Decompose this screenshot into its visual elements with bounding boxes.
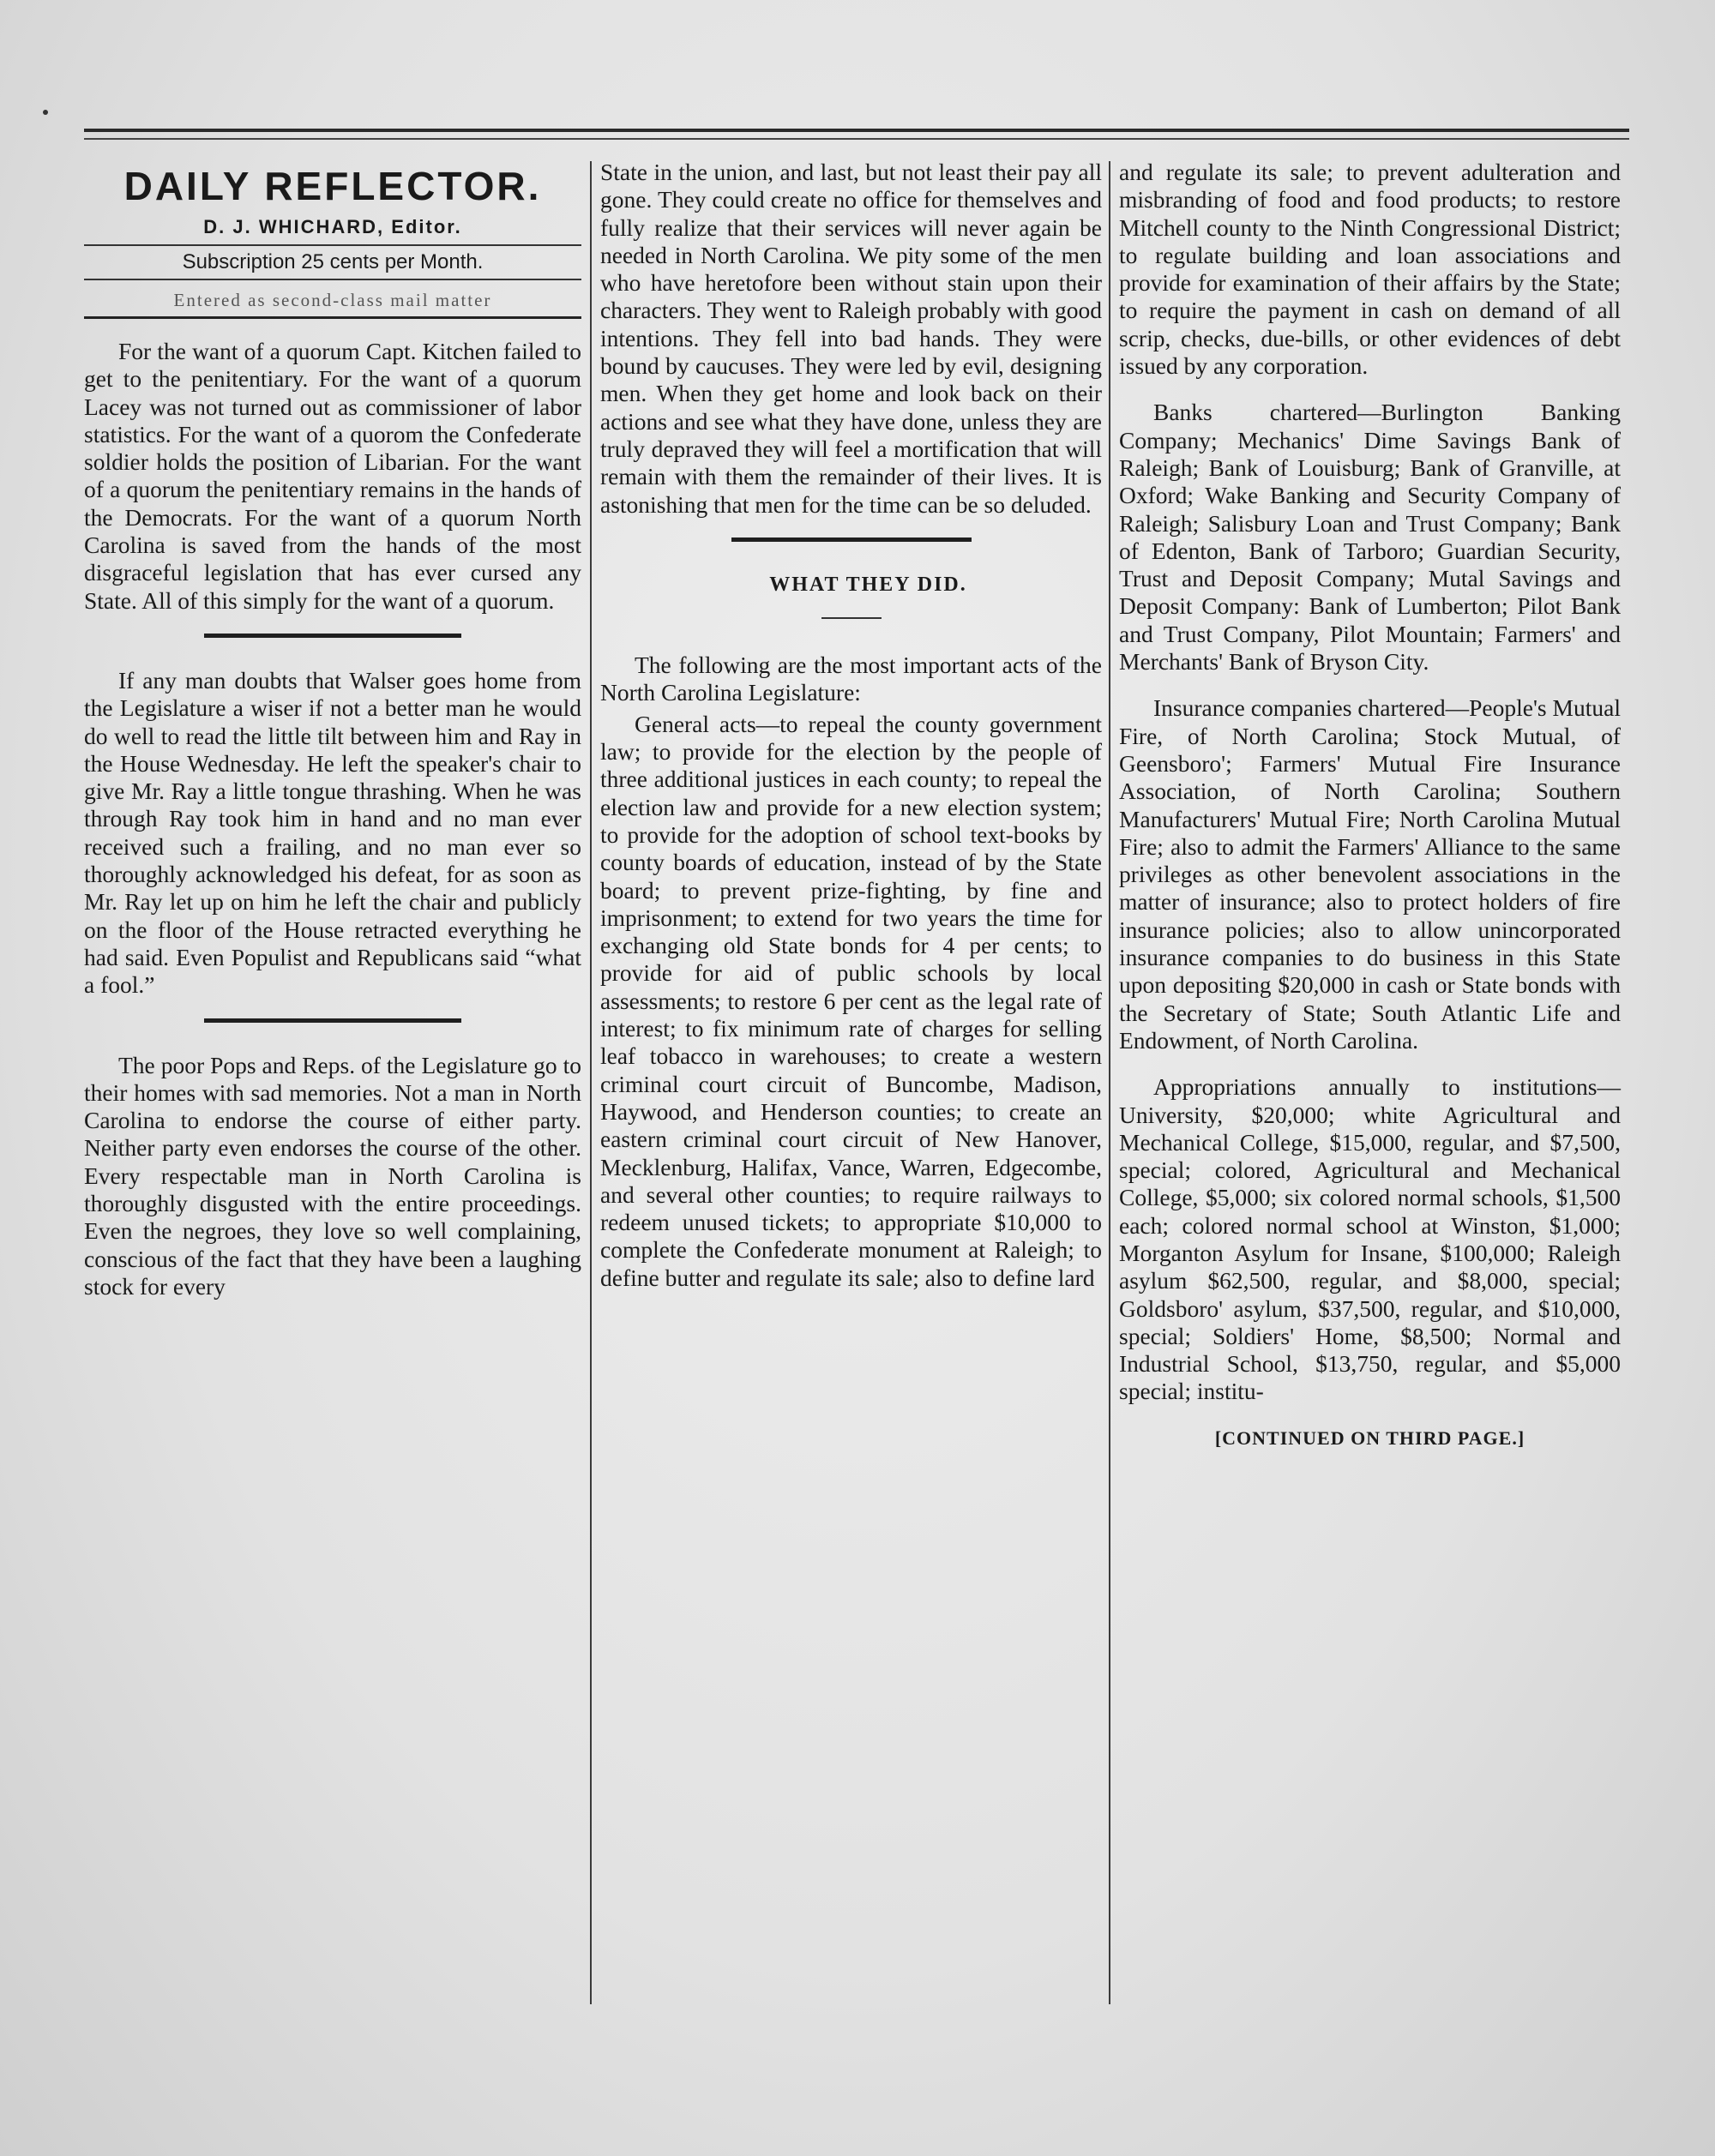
- article-paragraph: Insurance companies chartered—People's Mutual Fire, of North Carolina; Stock Mutual, of Geensboro'; Farmers' Mutual Fire Insurance Association, of North Carolina; Southern Manufacturers' Mutual Fire; North Carolina Mutual Fire; also to admit the Farmers' Alliance to the same privileges as other benevolent associations in the matter of insurance; also to protect holders of fire insurance policies; also to allow unincorporated insurance companies to do business in this State upon depositing $20,000 in cash or State bonds with the Secretary of State; South Atlantic Life and Endowment, of North Carolina.: [1119, 694, 1621, 1054]
- heading-rule: [821, 617, 882, 619]
- column-separator: [1109, 161, 1110, 2004]
- article-paragraph: Appropriations annually to institutions—University, $20,000; white Agricultural and Mechanical College, $15,000, regular, and $7,500, special; colored, Agricultural and Mechanical College, $5,000; six colored normal schools, $1,500 each; colored normal school at Winston, $1,000; Morganton Asylum for Insane, $100,000; Raleigh asylum $62,500, regular, and $8,000, special; Goldsboro' asylum, $37,500, regular, and $10,000, special; Soldiers' Home, $8,500; Normal and Industrial School, $13,750, regular, and $5,000 special; institu-: [1119, 1073, 1621, 1405]
- article-paragraph: The following are the most important acts of the North Carolina Legislature:: [600, 652, 1102, 706]
- column-separator: [590, 161, 592, 2004]
- article-paragraph: If any man doubts that Walser goes home from the Legislature a wiser if not a better man he would do well to read the little tilt between him and Ray in the House Wednesday. He left the speaker's chair to give Mr. Ray a little tongue thrashing. When he was through Ray took him in hand and no man ever received such a frailing, and no man ever so thoroughly acknowledged his defeat, for as soon as Mr. Ray let up on him he left the chair and publicly on the floor of the House retracted everything he had said. Even Populist and Republicans said “what a fool.”: [84, 666, 581, 999]
- section-heading: WHAT THEY DID.: [769, 573, 967, 596]
- article-paragraph: Banks chartered—Burlington Banking Company; Mechanics' Dime Savings Bank of Raleigh; Bank of Louisburg; Bank of Granville, at Oxford; Wake Banking and Security Company of Raleigh; Salisbury Loan and Trust Company; Bank of Edenton, Bank of Tarboro; Guardian Security, Trust and Deposit Company; Mutal Savings and Deposit Company: Bank of Lumberton; Pilot Bank and Trust Company, Pilot Mountain; Farmers' and Merchants' Bank of Bryson City.: [1119, 399, 1621, 676]
- column-2: [600, 159, 1102, 1311]
- article-divider: [731, 537, 972, 542]
- masthead-title: DAILY REFLECTOR.: [123, 164, 542, 208]
- article-paragraph: General acts—to repeal the county government law; to provide for the election by the people of three additional justices in each county; to repeal the election law and provide for a new election system; to provide for the adoption of school text-books by county boards of education, instead of by the State board; to prevent prize-fighting, by fine and imprisonment; to extend for two years the time for exchanging old State bonds for 4 per cents; to provide for aid of public schools by local assessments; to restore 6 per cent as the legal rate of interest; to fix minimum rate of charges for selling leaf tobacco in warehouses; to create a western criminal court circuit of Buncombe, Madison, Haywood, and Henderson counties; to create an eastern criminal court circuit of New Hanover, Mecklenburg, Halifax, Vance, Warren, Edgecombe, and several other counties; to require railways to redeem unused tickets; to appropriate $10,000 to complete the Confederate monument at Raleigh; to define butter and regulate its sale; also to define lard: [600, 710, 1102, 1291]
- mail-matter-line: Entered as second-class mail matter: [84, 289, 581, 319]
- subscription-line: Subscription 25 cents per Month.: [84, 244, 581, 280]
- editor-line: D. J. WHICHARD, Editor.: [203, 216, 462, 237]
- article-paragraph: For the want of a quorum Capt. Kitchen failed to get to the penitentiary. For the want of a quorum Lacey was not turned out as commissioner of labor statistics. For the want of a quorom the Confederate soldier holds the position of Libarian. For the want of a quorum the penitentiary remains in the hands of the Democrats. For the want of a quorum North Carolina is saved from the hands of the most disgraceful legislation that has ever cursed any State. All of this simply for the want of a quorum.: [84, 338, 581, 614]
- article-paragraph: The poor Pops and Reps. of the Legislature go to their homes with sad memories. Not a man in North Carolina to endorse the course of either party. Neither party even endorses the course of the other. Every respectable man in North Carolina is thoroughly disgusted with the entire proceedings. Even the negroes, they love so well complaining, conscious of the fact that they have been a laughing stock for every: [84, 1051, 581, 1300]
- column-3: [1119, 159, 1621, 1452]
- article-paragraph: and regulate its sale; to prevent adulteration and misbranding of food and food products; to restore Mitchell county to the Ninth Congressional District; to regulate building and loan associations and provide for examination of their affairs by the State; to require the payment in cash on demand of all scrip, checks, due-bills, or other evidences of debt issued by any corporation.: [1119, 159, 1621, 380]
- article-divider: [204, 1018, 461, 1023]
- continued-notice: [CONTINUED ON THIRD PAGE.]: [1214, 1426, 1525, 1449]
- ink-speck: [43, 110, 48, 115]
- top-rule: [84, 129, 1629, 132]
- article-paragraph: State in the union, and last, but not least their pay all gone. They could create no office for themselves and fully realize that their services will never again be needed in North Carolina. We pity some of the men who have heretofore been without stain upon their characters. They went to Raleigh probably with good intentions. They fell into bad hands. They were bound by caucuses. They were led by evil, designing men. When they get home and look back on their actions and see what they have done, unless they are truly depraved they will feel a mortification that will remain with them the remainder of their lives. It is astonishing that men for the time can be so deluded.: [600, 159, 1102, 518]
- top-rule-thin: [84, 138, 1629, 140]
- column-1: [84, 159, 581, 1319]
- article-divider: [204, 634, 461, 638]
